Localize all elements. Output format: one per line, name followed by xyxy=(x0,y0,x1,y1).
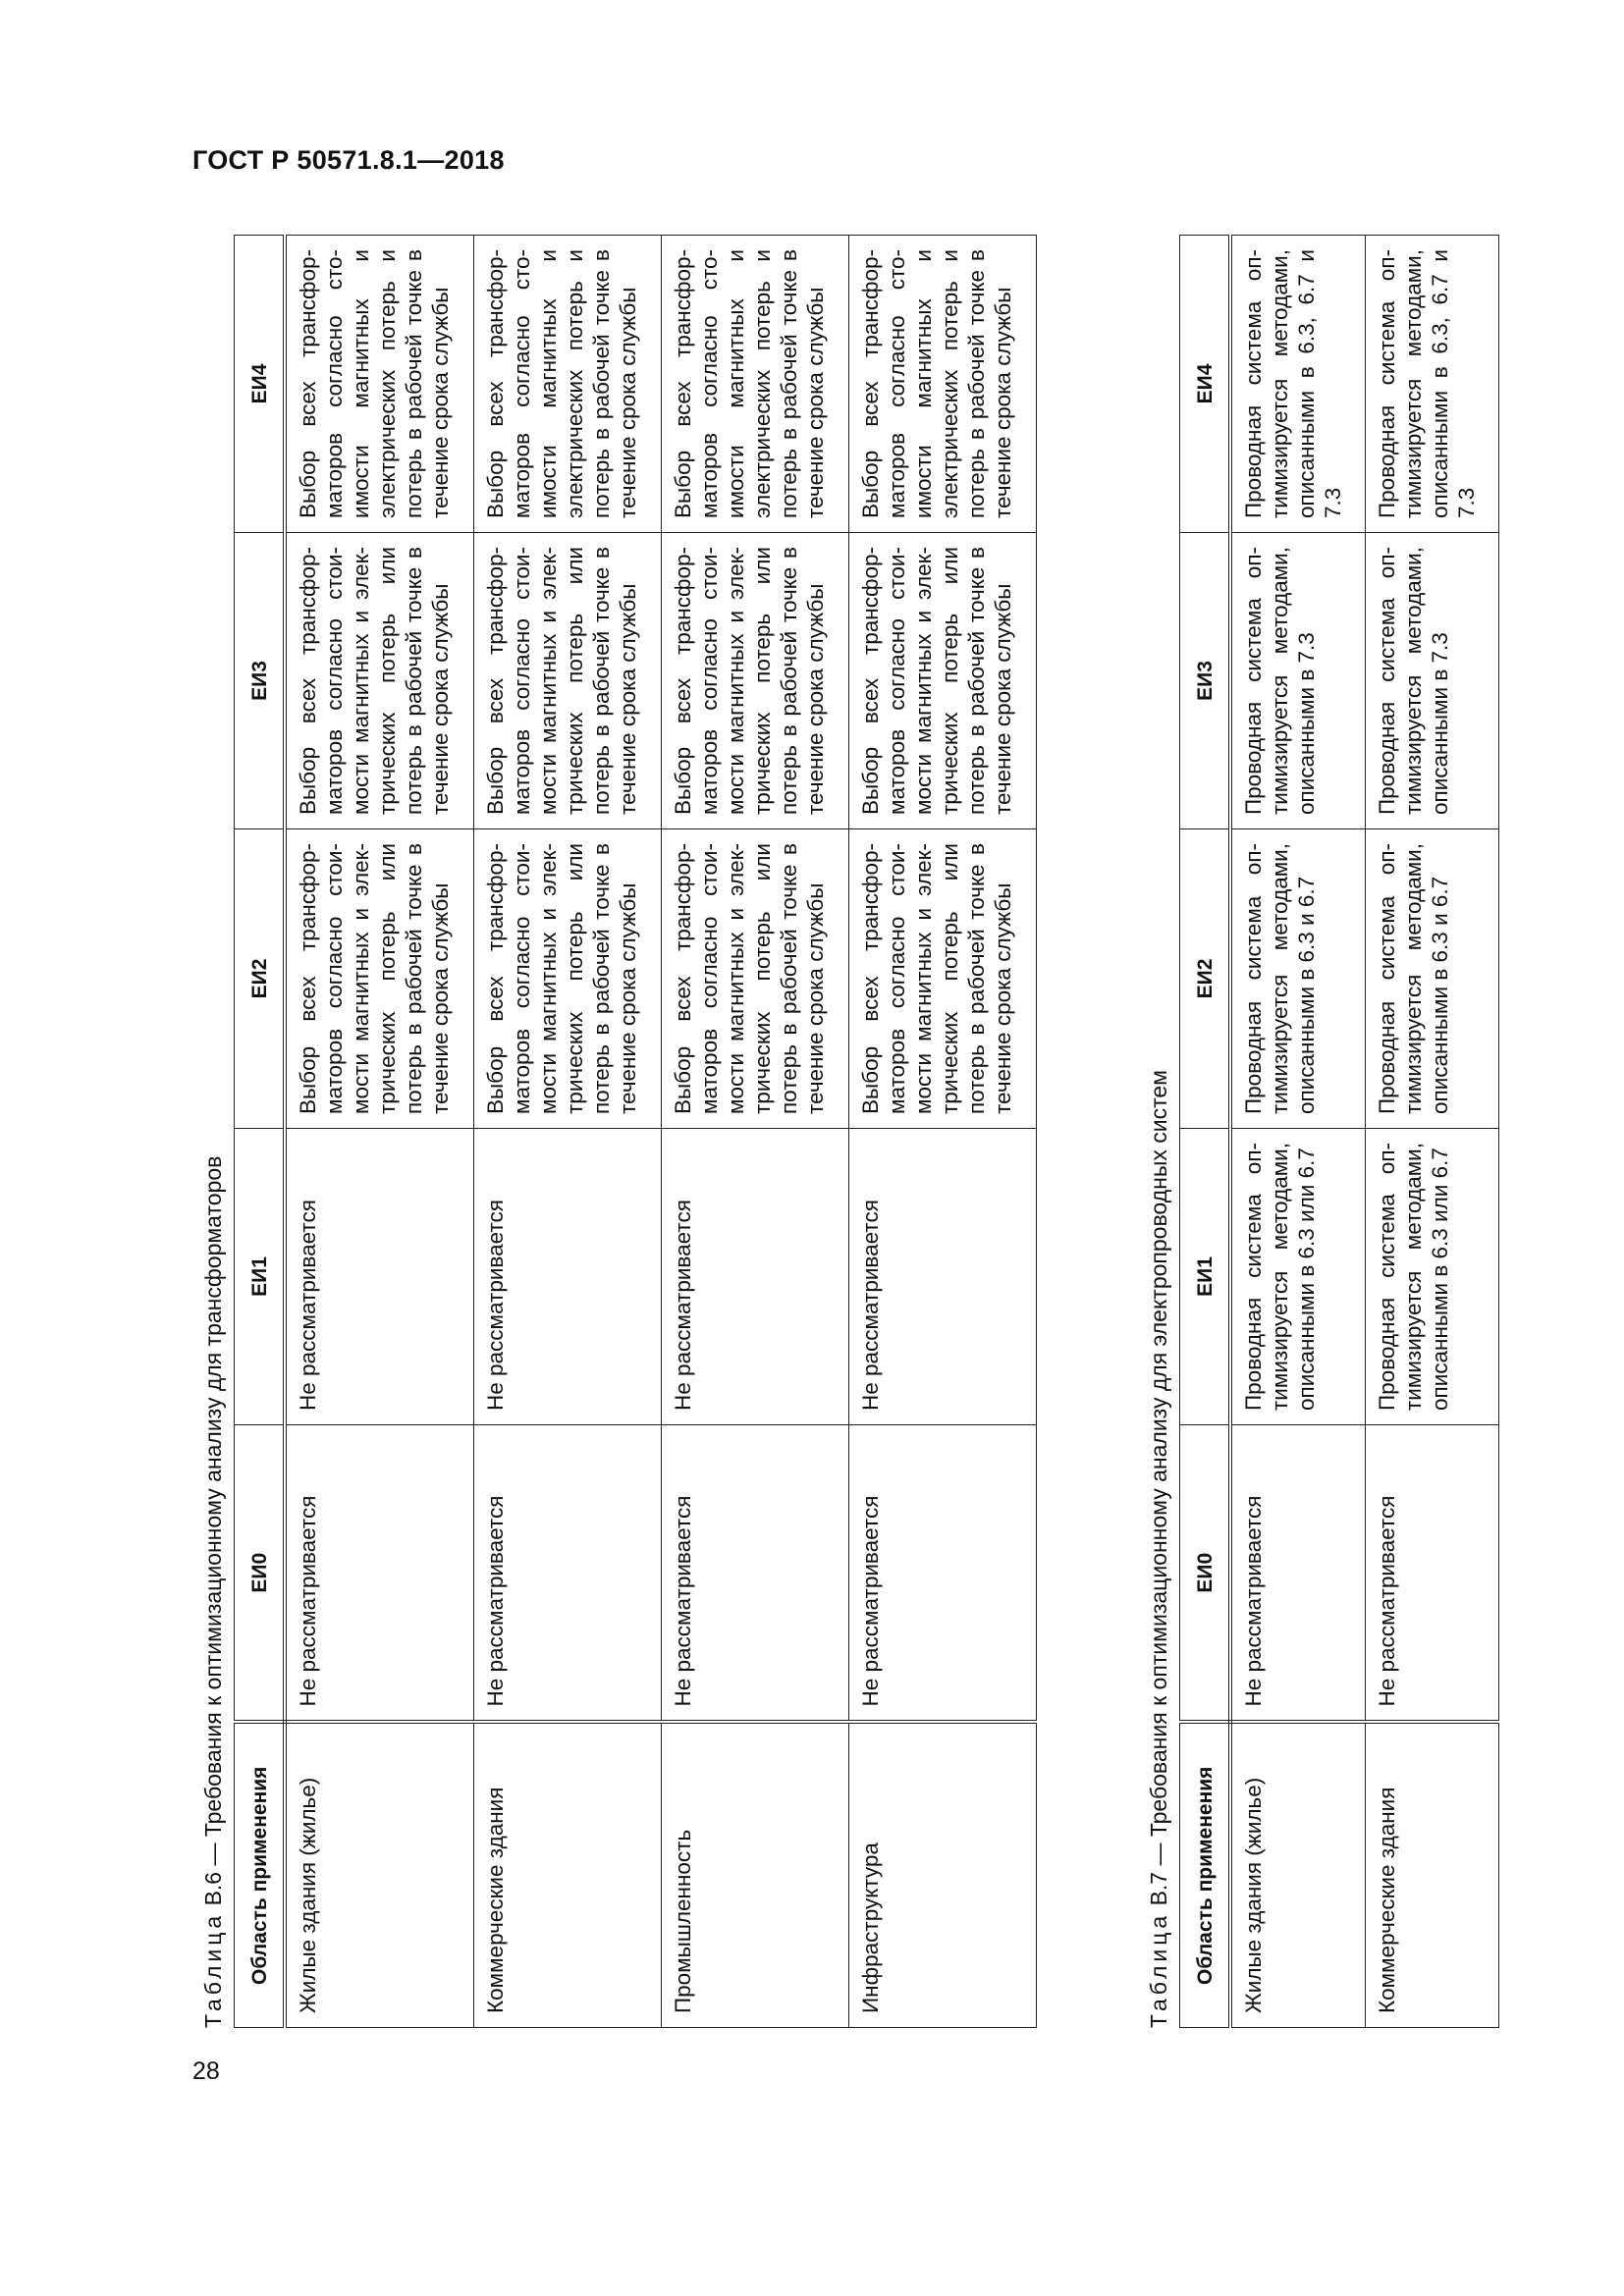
table-cell: Не рассматривается xyxy=(285,1425,474,1723)
caption-label: Таблица xyxy=(200,1911,226,2028)
table-cell: Не рассматривается xyxy=(474,1425,662,1723)
table-cell: Проводная система оп-тимизируется методами, описанными в 6.3 или 6.7 xyxy=(1230,1129,1366,1425)
column-header: ЕИ3 xyxy=(235,533,286,829)
caption-text: В.6 — Требования к оптимизационному анализу для трансформаторов xyxy=(200,1155,226,1912)
table-cell: Проводная система оп-тимизируется методами, описанными в 7.3 xyxy=(1230,533,1366,829)
rotated-content xyxy=(181,236,1479,2061)
column-header: ЕИ0 xyxy=(1180,1425,1231,1723)
page-number: 28 xyxy=(192,2057,220,2085)
table-cell: Проводная система оп-тимизируется методами, описанными в 6.3 и 6.7 xyxy=(1230,829,1366,1129)
table-cell: Инфраструктура xyxy=(849,1723,1037,2028)
column-header: ЕИ4 xyxy=(1180,236,1231,533)
column-header: ЕИ3 xyxy=(1180,533,1231,829)
table-b7-caption xyxy=(1146,1070,1172,2028)
table-cell: Проводная система оп-тимизируется методами, описанными в 7.3 xyxy=(1366,533,1499,829)
table-row xyxy=(849,236,1037,2028)
table-cell: Выбор всех трансфор-маторов согласно стои-мости магнитных и элек-трических потерь или потерь в рабочей точке в течение срока службы xyxy=(474,829,662,1129)
table-row xyxy=(474,236,662,2028)
table-header-row xyxy=(1180,236,1231,2028)
table-cell: Промышленность xyxy=(662,1723,849,2028)
table-cell: Не рассматривается xyxy=(849,1425,1037,1723)
table-cell: Выбор всех трансфор-маторов согласно сто-имости магнитных и электрических потерь и потерь в рабочей точке в течение срока службы xyxy=(285,236,474,533)
table-cell: Выбор всех трансфор-маторов согласно стои-мости магнитных и элек-трических потерь или потерь в рабочей точке в течение срока службы xyxy=(285,533,474,829)
table-row xyxy=(1230,236,1366,2028)
table-cell: Коммерческие здания xyxy=(474,1723,662,2028)
table-cell: Выбор всех трансфор-маторов согласно стои-мости магнитных и элек-трических потерь или потерь в рабочей точке в течение срока службы xyxy=(285,829,474,1129)
table-cell: Выбор всех трансфор-маторов согласно сто-имости магнитных и электрических потерь и потерь в рабочей точке в течение срока службы xyxy=(474,236,662,533)
table-b6 xyxy=(234,235,1037,2028)
table-cell: Не рассматривается xyxy=(662,1129,849,1425)
table-cell: Не рассматривается xyxy=(849,1129,1037,1425)
table-cell: Коммерческие здания xyxy=(1366,1723,1499,2028)
column-header: ЕИ1 xyxy=(235,1129,286,1425)
table-cell: Не рассматривается xyxy=(285,1129,474,1425)
table-cell: Жилые здания (жилье) xyxy=(285,1723,474,2028)
column-header: ЕИ1 xyxy=(1180,1129,1231,1425)
table-cell: Проводная система оп-тимизируется методами, описанными в 6.3, 6.7 и 7.3 xyxy=(1366,236,1499,533)
table-cell: Выбор всех трансфор-маторов согласно сто-имости магнитных и электрических потерь и потерь в рабочей точке в течение срока службы xyxy=(662,236,849,533)
column-header: ЕИ0 xyxy=(235,1425,286,1723)
standard-header: ГОСТ Р 50571.8.1—2018 xyxy=(192,145,505,175)
table-cell: Не рассматривается xyxy=(1366,1425,1499,1723)
caption-label: Таблица xyxy=(1146,1911,1171,2028)
column-header: ЕИ2 xyxy=(235,829,286,1129)
column-header: Область применения xyxy=(1180,1723,1231,2028)
table-cell: Не рассматривается xyxy=(1230,1425,1366,1723)
table-cell: Жилые здания (жилье) xyxy=(1230,1723,1366,2028)
table-cell: Не рассматривается xyxy=(474,1129,662,1425)
table-row xyxy=(662,236,849,2028)
table-cell: Выбор всех трансфор-маторов согласно стои-мости магнитных и элек-трических потерь или потерь в рабочей точке в течение срока службы xyxy=(849,533,1037,829)
table-cell: Выбор всех трансфор-маторов согласно сто-имости магнитных и электрических потерь и потерь в рабочей точке в течение срока службы xyxy=(849,236,1037,533)
table-row xyxy=(285,236,474,2028)
table-cell: Выбор всех трансфор-маторов согласно стои-мости магнитных и элек-трических потерь или потерь в рабочей точке в течение срока службы xyxy=(662,533,849,829)
column-header: ЕИ4 xyxy=(235,236,286,533)
table-cell: Проводная система оп-тимизируется методами, описанными в 6.3 и 6.7 xyxy=(1366,829,1499,1129)
table-cell: Выбор всех трансфор-маторов согласно стои-мости магнитных и элек-трических потерь или потерь в рабочей точке в течение срока службы xyxy=(474,533,662,829)
table-cell: Выбор всех трансфор-маторов согласно стои-мости магнитных и элек-трических потерь или потерь в рабочей точке в течение срока службы xyxy=(662,829,849,1129)
caption-text: В.7 — Требования к оптимизационному анализу для электропроводных систем xyxy=(1146,1070,1171,1912)
table-cell: Не рассматривается xyxy=(662,1425,849,1723)
column-header: Область применения xyxy=(235,1723,286,2028)
table-b7 xyxy=(1179,235,1499,2028)
table-row xyxy=(1366,236,1499,2028)
table-header-row xyxy=(235,236,286,2028)
table-cell: Выбор всех трансфор-маторов согласно стои-мости магнитных и элек-трических потерь или потерь в рабочей точке в течение срока службы xyxy=(849,829,1037,1129)
column-header: ЕИ2 xyxy=(1180,829,1231,1129)
table-cell: Проводная система оп-тимизируется методами, описанными в 6.3, 6.7 и 7.3 xyxy=(1230,236,1366,533)
table-b6-caption xyxy=(200,1156,227,2028)
table-cell: Проводная система оп-тимизируется методами, описанными в 6.3 или 6.7 xyxy=(1366,1129,1499,1425)
